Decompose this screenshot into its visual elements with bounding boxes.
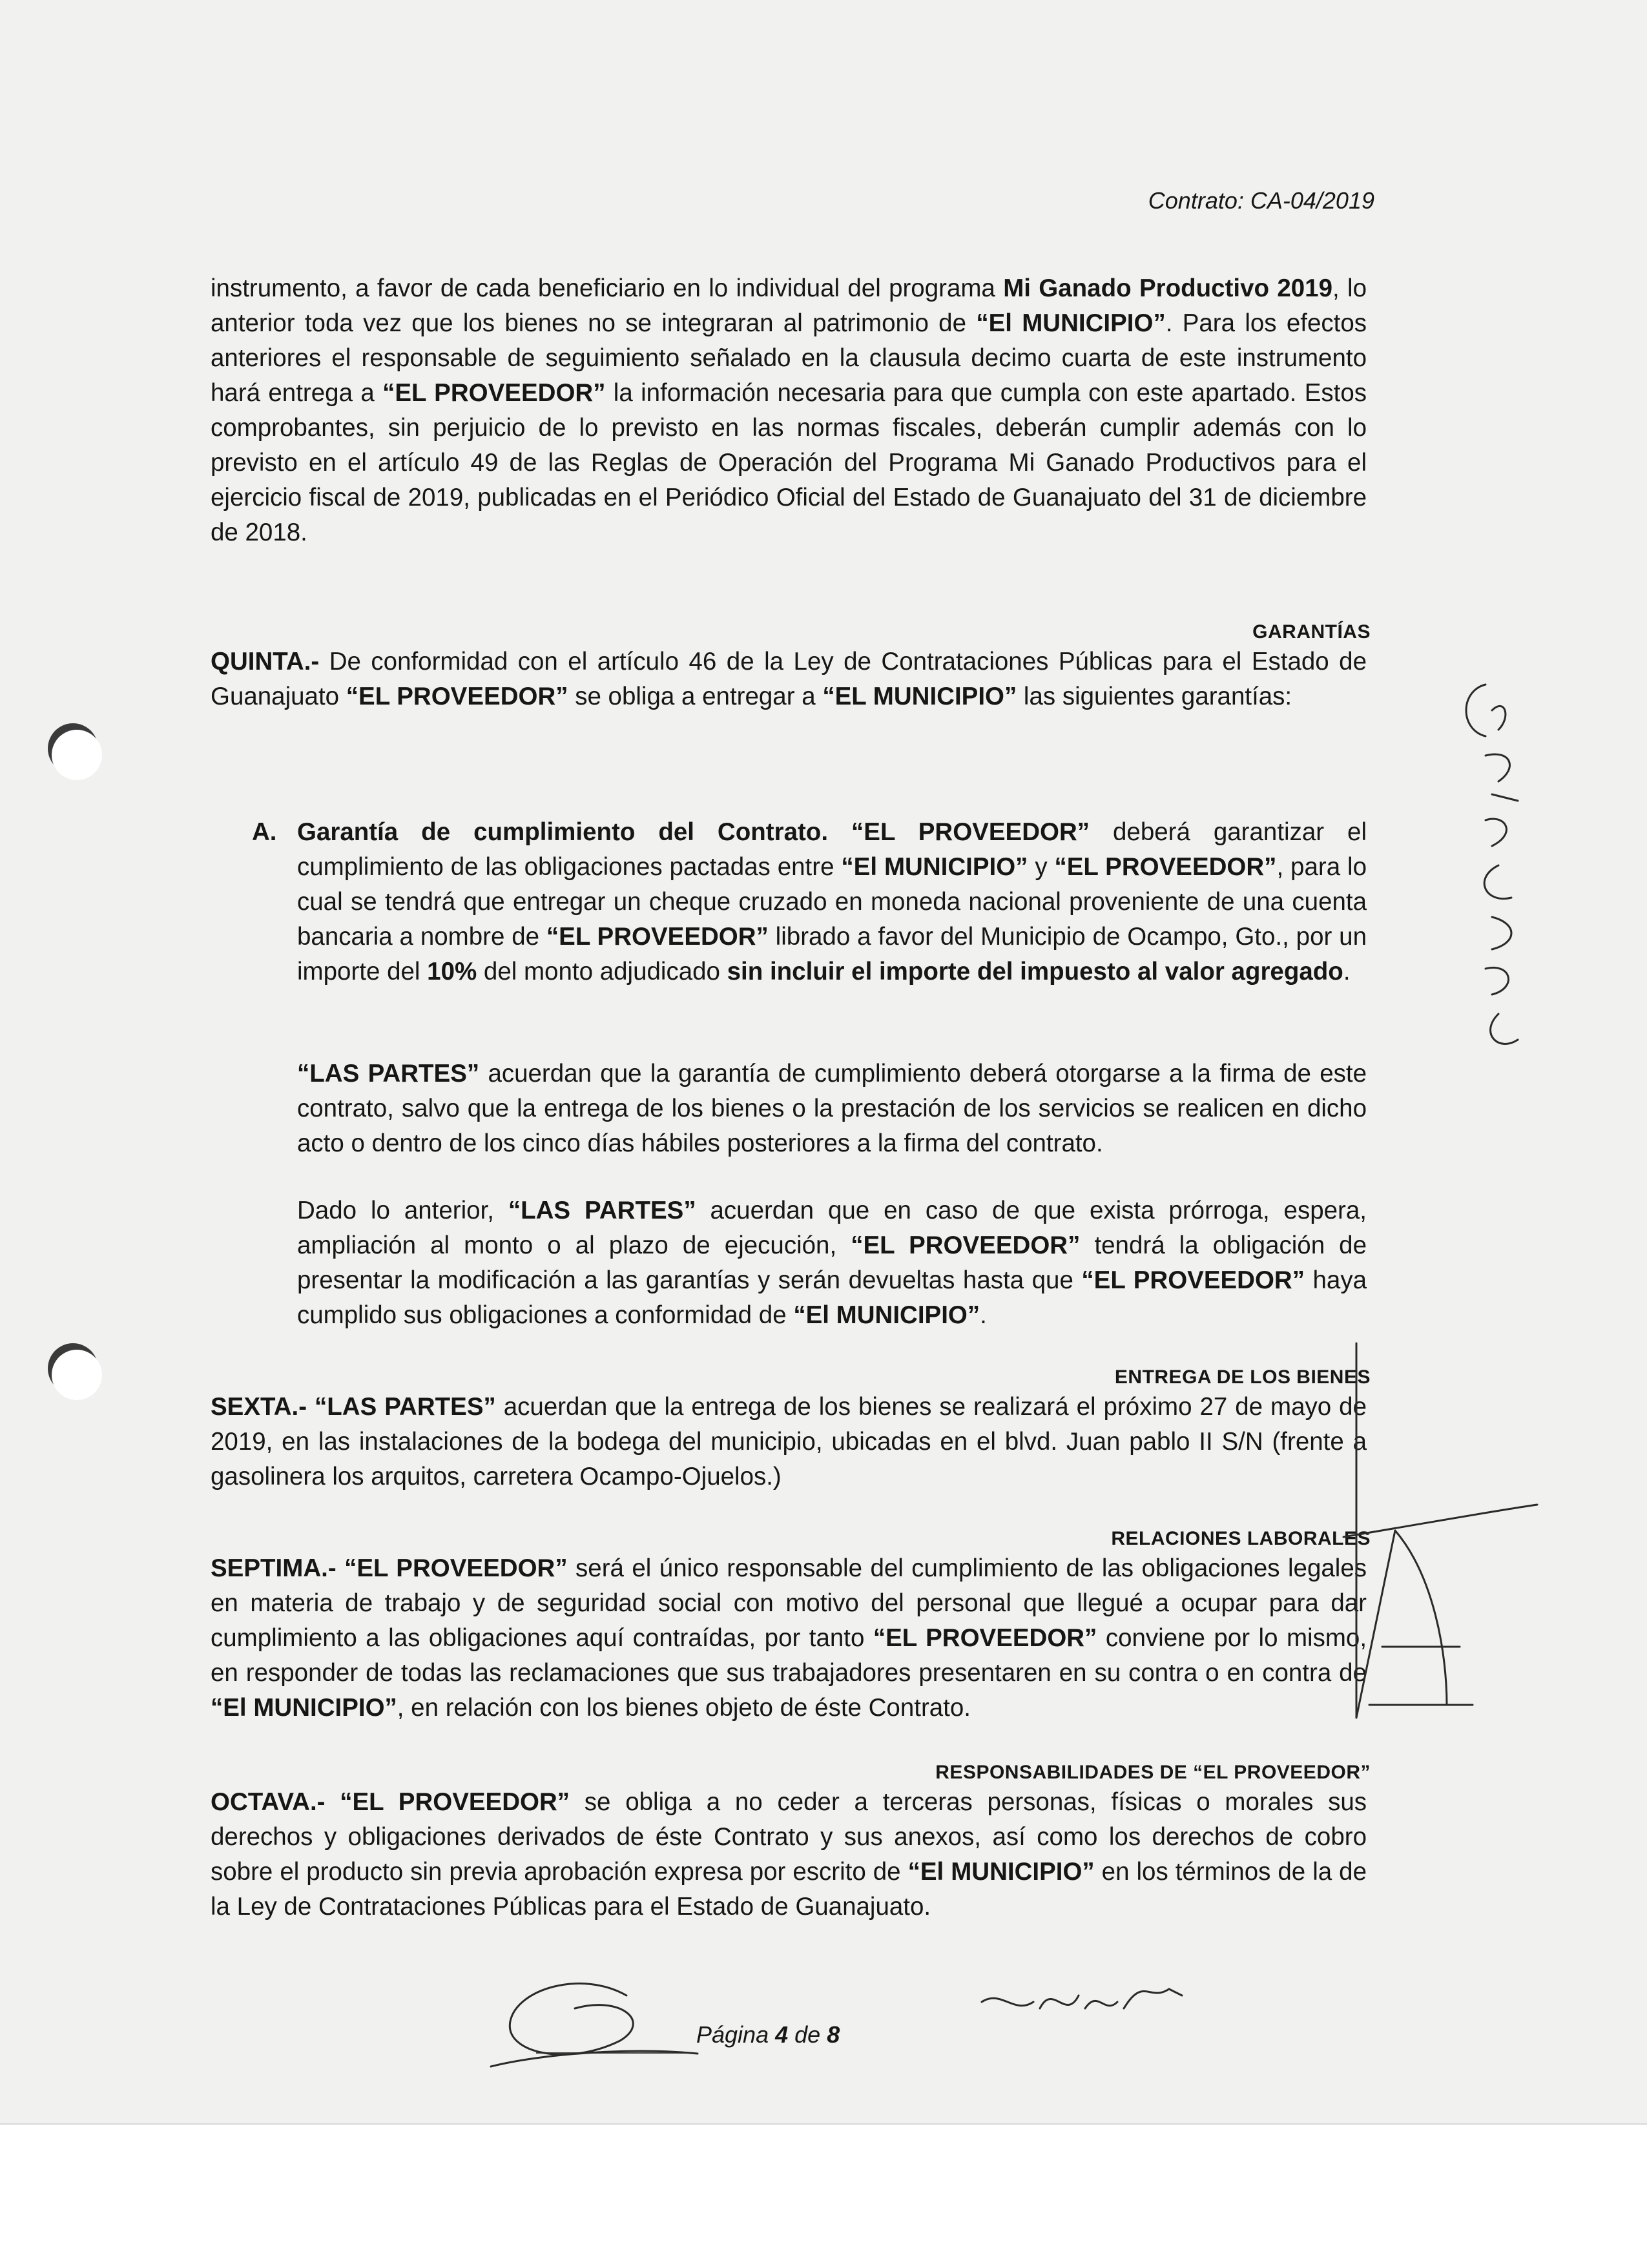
heading-relaciones-laborales: RELACIONES LABORALES <box>1111 1528 1371 1549</box>
item-a-paragraph: Garantía de cumplimiento del Contrato. “EL PROVEEDOR” deberá garantizar el cumplimiento de las obligaciones pactadas entre “El MUNICIPIO” y “EL PROVEEDOR”, para lo cual se tendrá que entregar un cheque cruzado en moneda nacional proveniente de una cuenta bancaria a nombre de “EL PROVEEDOR” librado a favor del Municipio de Ocampo, Gto., por un importe del 10% del monto adjudicado sin incluir el importe del impuesto al valor agregado. <box>297 818 1367 985</box>
clause-sexta: SEXTA.- “LAS PARTES” acuerdan que la entrega de los bienes se realizará el próximo 27 de mayo de 2019, en las instalaciones de la bodega del municipio, ubicadas en el blvd. Juan pablo II S/N (frente a gasolinera los arquitos, carretera Ocampo-Ojuelos.) <box>211 1393 1367 1490</box>
initials-signature-right <box>1305 1343 1550 1744</box>
signature-left <box>465 1970 736 2099</box>
punch-hole-top <box>52 730 102 780</box>
intro-paragraph: instrumento, a favor de cada beneficiario en lo individual del programa Mi Ganado Productivo 2019, lo anterior toda vez que los bienes no se integraran al patrimonio de “El MUNICIPIO”. Para los efectos anteriores el responsable de seguimiento señalado en la clausula decimo cuarta de este instrumento hará entrega a “EL PROVEEDOR” la información necesaria para que cumpla con este apartado. Estos comprobantes, sin perjuicio de lo previsto en las normas fiscales, deberán cumplir además con lo previsto en el artículo 49 de las Reglas de Operación del Programa Mi Ganado Productivos para el ejercicio fiscal de 2019, publicadas en el Periódico Oficial del Estado de Guanajuato del 31 de diciembre de 2018. <box>211 274 1367 546</box>
heading-entrega-bienes: ENTREGA DE LOS BIENES <box>1114 1366 1371 1388</box>
page-number: Página 4 de 8 <box>696 2021 840 2048</box>
punch-hole-bottom <box>52 1350 102 1400</box>
heading-garantias: GARANTÍAS <box>1252 621 1371 643</box>
clause-septima: SEPTIMA.- “EL PROVEEDOR” será el único responsable del cumplimiento de las obligaciones legales en materia de trabajo y de seguridad social con motivo del personal que llegué a ocupar para dar cumplimiento a las obligaciones aquí contraídas, por tanto “EL PROVEEDOR” conviene por lo mismo, en responder de todas las reclamaciones que sus trabajadores presentaren en su contra o en contra de “El MUNICIPIO”, en relación con los bienes objeto de éste Contrato. <box>211 1554 1367 1722</box>
clause-octava: OCTAVA.- “EL PROVEEDOR” se obliga a no ceder a terceras personas, físicas o morales sus derechos y obligaciones derivados de éste Contrato y sus anexos, así como los derechos de cobro sobre el producto sin previa aprobación expresa por escrito de “El MUNICIPIO” en los términos de la de la Ley de Contrataciones Públicas para el Estado de Guanajuato. <box>211 1788 1367 1921</box>
signature-right <box>975 1963 1188 2034</box>
clause-quinta: QUINTA.- De conformidad con el artículo 46 de la Ley de Contrataciones Públicas para el Estado de Guanajuato “EL PROVEEDOR” se obliga a entregar a “EL MUNICIPIO” las siguientes garantías: <box>211 648 1367 710</box>
item-a-letter: A. <box>252 818 277 846</box>
margin-signature <box>1447 672 1550 1072</box>
scan-bottom-margin <box>0 2123 1647 2268</box>
contract-number: Contrato: CA-04/2019 <box>1148 187 1374 214</box>
item-a-paragraph-3: Dado lo anterior, “LAS PARTES” acuerdan que en caso de que exista prórroga, espera, ampliación al monto o al plazo de ejecución, “EL PROVEEDOR” tendrá la obligación de presentar la modificación a las garantías y serán devueltas hasta que “EL PROVEEDOR” haya cumplido sus obligaciones a conformidad de “El MUNICIPIO”. <box>297 1197 1367 1329</box>
heading-responsabilidades: RESPONSABILIDADES DE “EL PROVEEDOR” <box>935 1762 1371 1783</box>
item-a-paragraph-2: “LAS PARTES” acuerdan que la garantía de cumplimiento deberá otorgarse a la firma de este contrato, salvo que la entrega de los bienes o la prestación de los servicios se realicen en dicho acto o dentro de los cinco días hábiles posteriores a la firma del contrato. <box>297 1060 1367 1157</box>
